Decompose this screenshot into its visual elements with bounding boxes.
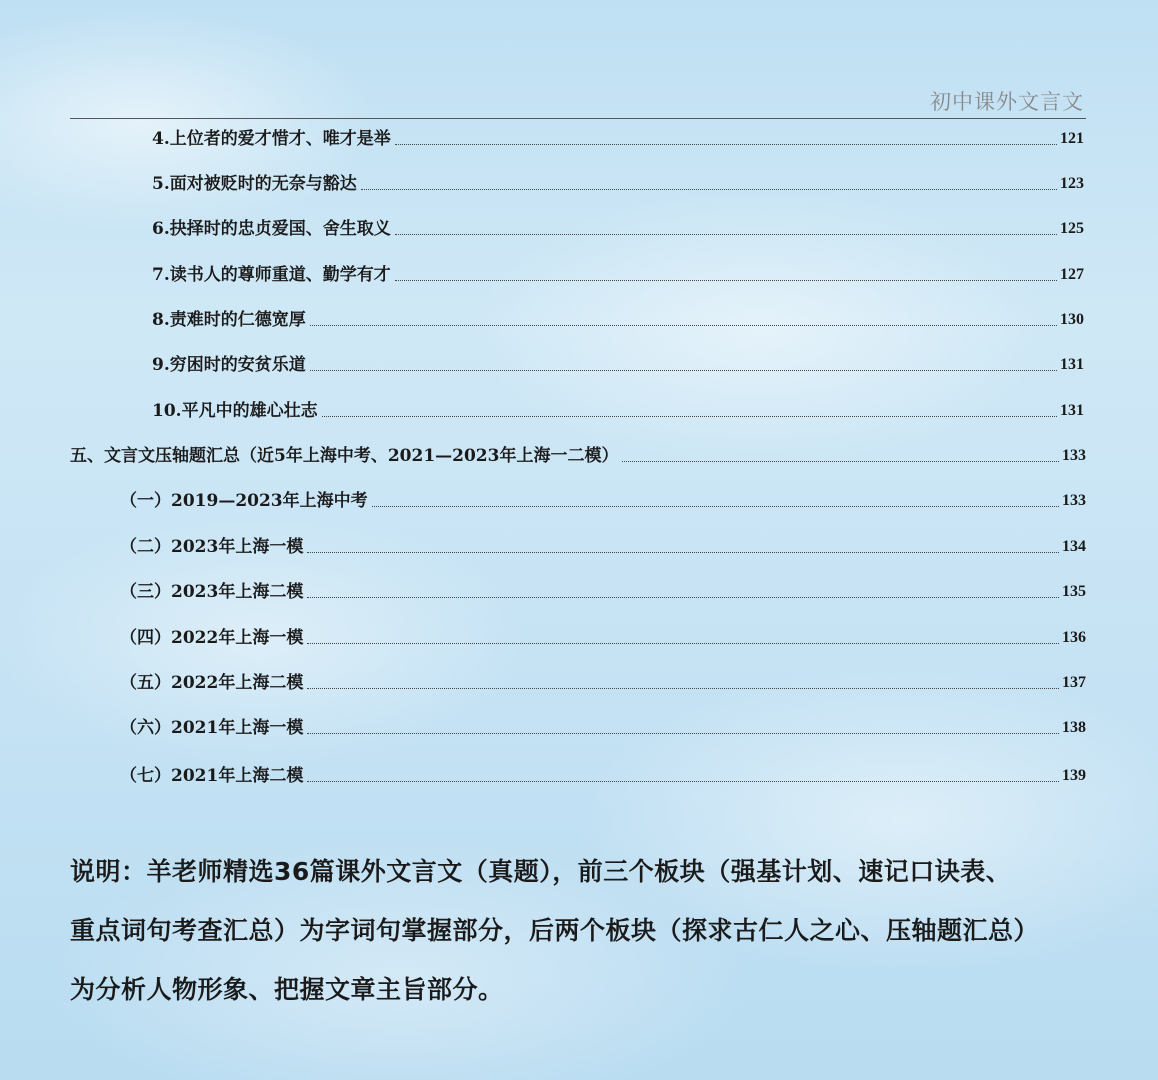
toc-entry-label: 7.读书人的尊师重道、勤学有才: [152, 265, 391, 285]
toc-entry-page: 139: [1062, 767, 1086, 784]
toc-leader-dots: [307, 552, 1059, 553]
toc-entry-label: 五、文言文压轴题汇总（近5年上海中考、2021—2023年上海一二模）: [70, 446, 619, 466]
toc-entry-page: 131: [1060, 356, 1084, 373]
toc-leader-dots: [307, 643, 1059, 644]
toc-leader-dots: [322, 416, 1057, 417]
toc-entry[interactable]: [120, 627, 1086, 649]
toc-entry-label: 10.平凡中的雄心壮志: [152, 401, 318, 421]
toc-leader-dots: [307, 733, 1059, 734]
toc-leader-dots: [395, 280, 1057, 281]
toc-entry[interactable]: [120, 765, 1086, 787]
toc-entry-label: 8.责难时的仁德宽厚: [152, 310, 306, 330]
toc-entry-page: 123: [1060, 175, 1084, 192]
toc-entry-page: 137: [1062, 674, 1086, 691]
toc-entry-label: （二）2023年上海一模: [120, 537, 304, 557]
toc-entry[interactable]: [152, 173, 1084, 195]
toc-entry-label: 9.穷困时的安贫乐道: [152, 355, 306, 375]
toc-entry[interactable]: [152, 128, 1084, 150]
toc-entry[interactable]: [152, 309, 1084, 331]
toc-entry[interactable]: [152, 354, 1084, 376]
note-line: 为分析人物形象、把握文章主旨部分。: [70, 975, 504, 1004]
toc-entry-label: 5.面对被贬时的无奈与豁达: [152, 174, 357, 194]
toc-leader-dots: [361, 189, 1057, 190]
explanation-note: [70, 842, 1090, 1019]
toc-entry-page: 131: [1060, 402, 1084, 419]
toc-leader-dots: [622, 461, 1059, 462]
toc-leader-dots: [307, 597, 1059, 598]
toc-leader-dots: [372, 506, 1059, 507]
toc-entry[interactable]: [120, 717, 1086, 739]
toc-entry-page: 135: [1062, 583, 1086, 600]
toc-entry[interactable]: [152, 264, 1084, 286]
toc-leader-dots: [395, 234, 1057, 235]
toc-entry-page: 127: [1060, 266, 1084, 283]
toc-entry[interactable]: [120, 536, 1086, 558]
toc-entry-label: 4.上位者的爱才惜才、唯才是举: [152, 129, 391, 149]
toc-entry-label: （七）2021年上海二模: [120, 766, 304, 786]
toc-entry-page: 138: [1062, 719, 1086, 736]
toc-leader-dots: [395, 144, 1057, 145]
toc-entry-page: 134: [1062, 538, 1086, 555]
toc-entry-label: （三）2023年上海二模: [120, 582, 304, 602]
toc-entry-page: 125: [1060, 220, 1084, 237]
toc-leader-dots: [310, 325, 1057, 326]
toc-entry[interactable]: [152, 218, 1084, 240]
toc-entry-page: 121: [1060, 130, 1084, 147]
toc-entry-page: 130: [1060, 311, 1084, 328]
page-header: [70, 84, 1086, 119]
note-line: 说明：羊老师精选36篇课外文言文（真题），前三个板块（强基计划、速记口诀表、: [70, 857, 1012, 886]
toc-entry[interactable]: [120, 490, 1086, 512]
toc-section-entry[interactable]: [70, 445, 1086, 467]
toc-leader-dots: [307, 781, 1059, 782]
toc-entry-label: （六）2021年上海一模: [120, 718, 304, 738]
toc-entry-label: 6.抉择时的忠贞爱国、舍生取义: [152, 219, 391, 239]
toc-entry-label: （一）2019—2023年上海中考: [120, 491, 368, 511]
note-line: 重点词句考查汇总）为字词句掌握部分，后两个板块（探求古仁人之心、压轴题汇总）: [70, 916, 1040, 945]
toc-entry-page: 133: [1062, 447, 1086, 464]
header-title: 初中课外文言文: [930, 90, 1084, 114]
toc-entry-label: （五）2022年上海二模: [120, 673, 304, 693]
toc-entry-page: 133: [1062, 492, 1086, 509]
toc-entry[interactable]: [120, 581, 1086, 603]
toc-entry-label: （四）2022年上海一模: [120, 628, 304, 648]
toc-entry-page: 136: [1062, 629, 1086, 646]
toc-entry[interactable]: [120, 672, 1086, 694]
toc-entry[interactable]: [152, 400, 1084, 422]
toc-leader-dots: [307, 688, 1059, 689]
toc-leader-dots: [310, 370, 1057, 371]
